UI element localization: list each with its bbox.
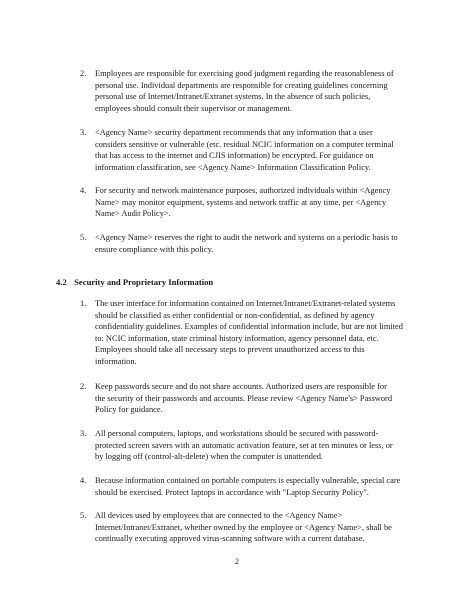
- text-line: considers sensitive or vulnerable (etc. residual NCIC information on a computer terminal: [95, 139, 394, 149]
- text-line: should be classified as either confidential or non-confidential, as defined by agency: [95, 310, 375, 320]
- section-number: 4.2: [56, 277, 67, 287]
- text-line: The user interface for information contained on Internet/Intranet/Extranet-related systems: [95, 299, 396, 308]
- section-heading: [56, 277, 213, 289]
- section-title: Security and Proprietary Information: [74, 277, 214, 287]
- item-text: [95, 127, 431, 173]
- item-number: 1.: [80, 299, 87, 308]
- text-line: Keep passwords secure and do not share accounts. Authorized users are responsible for: [95, 382, 387, 391]
- text-line: continually executing approved virus-scanning software with a current database.: [95, 534, 365, 544]
- item-number: 3.: [80, 429, 87, 438]
- text-line: <Agency Name> security department recommends that any information that a user: [95, 128, 373, 137]
- text-line: Internet/Intranet/Extranet, whether owned by the employee or <Agency Name>, shall be: [95, 522, 392, 532]
- text-line: All devices used by employees that are connected to the <Agency Name>: [95, 511, 343, 520]
- text-line: that has access to the internet and CJIS information) be encrypted. For guidance on: [95, 151, 374, 161]
- text-line: Employees should take all necessary steps to prevent unauthorized access to this: [95, 345, 365, 355]
- item-number: 4.: [80, 186, 87, 195]
- text-line: by logging off (control-alt-delete) when the computer is unattended.: [95, 452, 323, 462]
- text-line: employees should consult their supervisor or management.: [95, 103, 293, 113]
- text-line: the security of their passwords and accounts. Please review <Agency Name's> Password: [95, 393, 393, 403]
- item-text: [95, 381, 431, 416]
- text-line: Name> Audit Policy>.: [95, 209, 171, 219]
- item-number: 3.: [80, 128, 87, 137]
- item-text: [95, 510, 431, 545]
- text-line: Employees are responsible for exercising good judgment regarding the reasonableness of: [95, 69, 394, 78]
- item-text: [95, 185, 431, 220]
- item-text: [95, 298, 431, 368]
- text-line: personal use. Individual departments are responsible for creating guidelines concerning: [95, 80, 388, 90]
- text-line: information classification, see <Agency Name> Information Classification Policy.: [95, 162, 371, 172]
- item-number: 2.: [80, 69, 87, 78]
- text-line: confidentiality guidelines. Examples of confidential information include, but are not limited: [95, 322, 403, 332]
- text-line: to: NCIC information, state criminal history information, agency personnel data, etc.: [95, 333, 379, 343]
- item-number: 4.: [80, 476, 87, 485]
- item-text: [95, 232, 431, 255]
- text-line: protected screen savers with an automatic activation feature, set at ten minutes or less, or: [95, 440, 393, 450]
- item-text: [95, 68, 431, 114]
- page-number: 2: [234, 557, 240, 566]
- text-line: For security and network maintenance purposes, authorized individuals within <Agency: [95, 186, 391, 195]
- item-text: [95, 475, 431, 498]
- item-number: 2.: [80, 382, 87, 391]
- text-line: Policy for guidance.: [95, 405, 163, 415]
- text-line: ensure compliance with this policy.: [95, 244, 214, 254]
- text-line: Name> may monitor equipment, systems and network traffic at any time, per <Agency: [95, 197, 387, 207]
- text-line: <Agency Name> reserves the right to audit the network and systems on a periodic basis to: [95, 233, 398, 242]
- text-line: personal use of Internet/Intranet/Extranet systems. In the absence of such policies,: [95, 92, 371, 102]
- text-line: All personal computers, laptops, and workstations should be secured with password-: [95, 429, 379, 438]
- item-text: [95, 428, 431, 463]
- item-number: 5.: [80, 233, 87, 242]
- item-number: 5.: [80, 511, 87, 520]
- text-line: information.: [95, 356, 137, 366]
- text-line: should be exercised. Protect laptops in accordance with "Laptop Security Policy".: [95, 487, 369, 497]
- text-line: Because information contained on portable computers is especially vulnerable, special care: [95, 476, 401, 485]
